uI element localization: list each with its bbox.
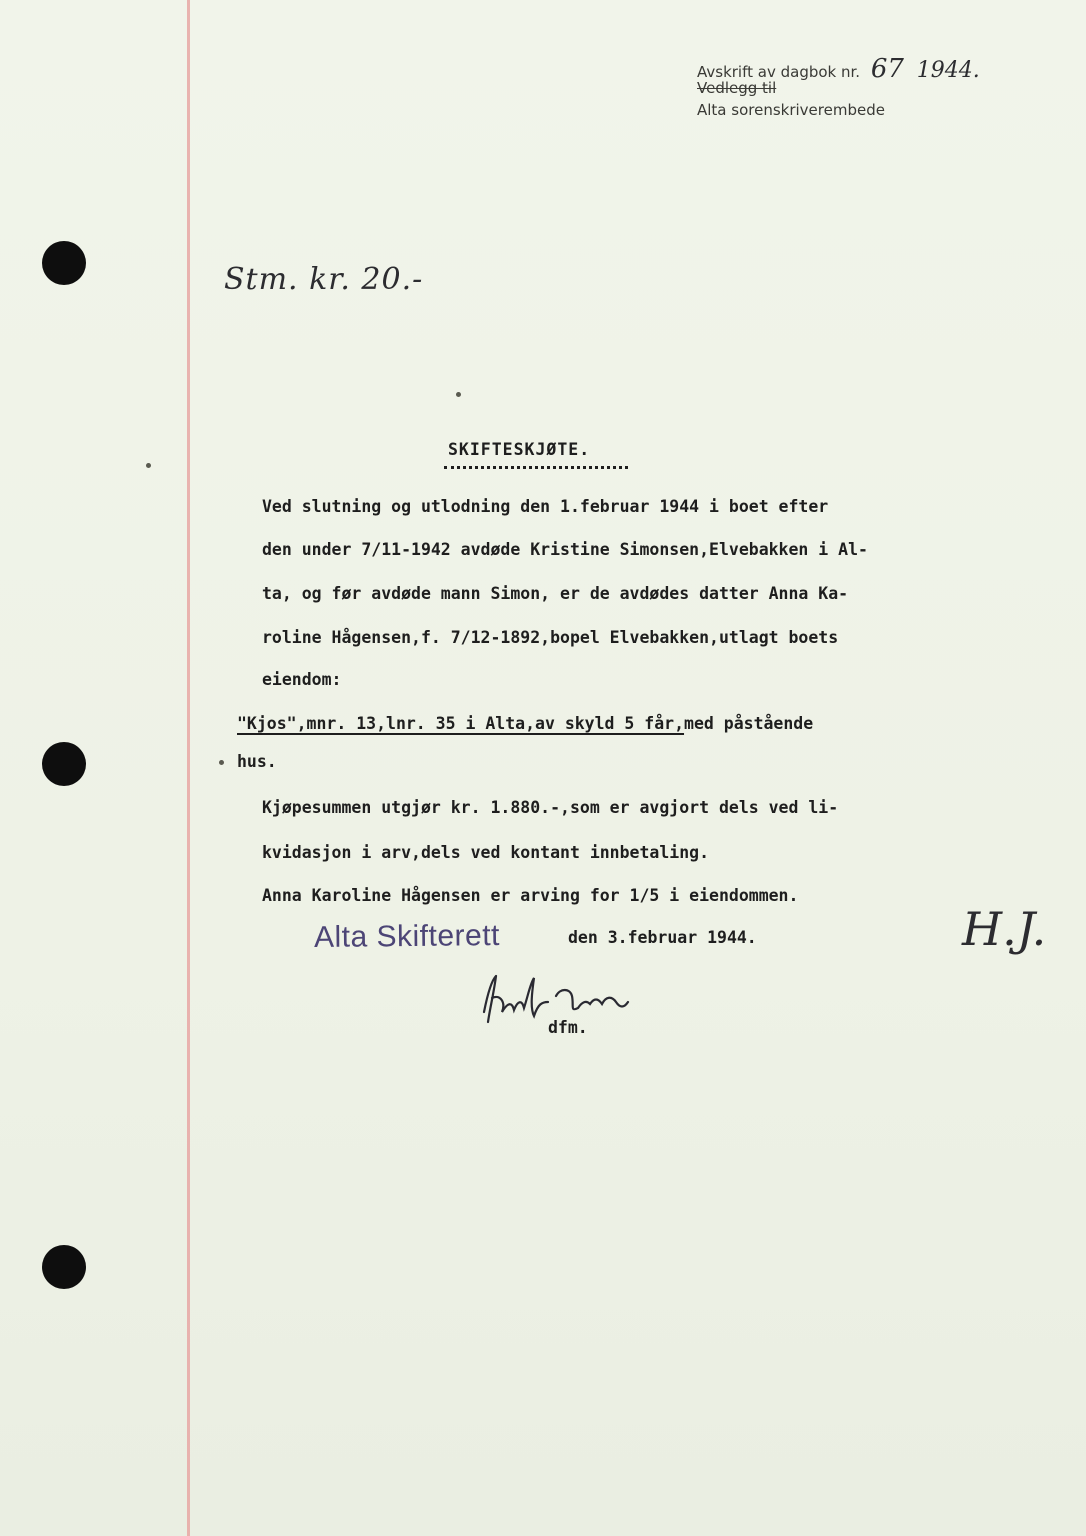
- archive-header: [697, 54, 980, 121]
- property-line-2: hus.: [237, 752, 277, 771]
- property-line: [237, 714, 813, 733]
- punch-hole-top: [42, 241, 86, 285]
- property-suffix: med påstående: [684, 714, 814, 733]
- date-line: den 3.februar 1944.: [568, 928, 757, 947]
- property-designation: "Kjos",mnr. 13,lnr. 35 i Alta,av skyld 5 får,: [237, 714, 685, 733]
- paper-speck: [219, 760, 224, 765]
- body-line: Ved slutning og utlodning den 1.februar 1944 i boet efter: [262, 497, 829, 516]
- paper-speck: [146, 463, 151, 468]
- price-line: Kjøpesummen utgjør kr. 1.880.-,som er avgjort dels ved li-: [262, 798, 839, 817]
- header-office: Alta sorenskriverembede: [697, 101, 885, 119]
- header-dagbok-number: 67: [870, 54, 904, 84]
- header-year: 1944.: [916, 58, 980, 83]
- court-stamp: Alta Skifterett: [313, 919, 501, 954]
- body-line: eiendom:: [262, 670, 342, 689]
- paper-speck: [456, 392, 461, 397]
- body-line: roline Hågensen,f. 7/12-1892,bopel Elvebakken,utlagt boets: [262, 628, 839, 647]
- body-line: ta, og før avdøde mann Simon, er de avdødes datter Anna Ka-: [262, 584, 849, 603]
- header-dagbok-label: dagbok nr.: [780, 63, 861, 81]
- document-title: SKIFTESKJØTE.: [448, 440, 591, 459]
- heir-line: Anna Karoline Hågensen er arving for 1/5 i eiendommen.: [262, 886, 799, 905]
- signature-title: dfm.: [548, 1018, 588, 1037]
- handwritten-initials: H.J.: [962, 902, 1047, 956]
- header-struck-text: Vedlegg til: [697, 79, 777, 97]
- handwritten-fee: Stm. kr. 20.-: [224, 262, 424, 297]
- red-margin-line: [187, 0, 190, 1536]
- punch-hole-bottom: [42, 1245, 86, 1289]
- price-line: kvidasjon i arv,dels ved kontant innbetaling.: [262, 843, 710, 862]
- header-prefix: Avskrift av: [697, 63, 776, 81]
- body-line: den under 7/11-1942 avdøde Kristine Simonsen,Elvebakken i Al-: [262, 540, 868, 559]
- punch-hole-middle: [42, 742, 86, 786]
- title-underline: [444, 466, 628, 469]
